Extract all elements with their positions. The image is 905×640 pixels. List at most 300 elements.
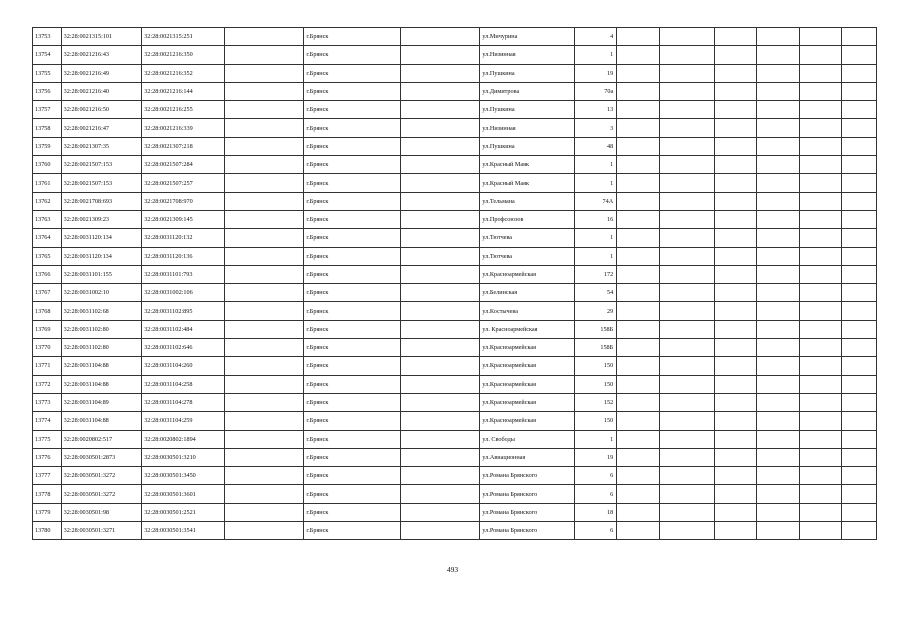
table-cell xyxy=(757,82,799,100)
table-cell xyxy=(714,320,756,338)
table-cell xyxy=(224,265,304,283)
table-row xyxy=(33,28,877,46)
table-row xyxy=(33,357,877,375)
table-cell: 32:28:0021216:144 xyxy=(142,82,225,100)
table-cell: ул. Свободы xyxy=(480,430,574,448)
table-cell xyxy=(659,357,714,375)
table-cell xyxy=(714,485,756,503)
table-row xyxy=(33,101,877,119)
table-cell xyxy=(799,375,841,393)
table-row xyxy=(33,210,877,228)
table-cell xyxy=(799,137,841,155)
table-cell xyxy=(799,119,841,137)
table-cell xyxy=(400,119,480,137)
table-cell xyxy=(714,101,756,119)
table-cell: г.Брянск xyxy=(304,284,400,302)
table-cell: г.Брянск xyxy=(304,229,400,247)
table-cell xyxy=(400,357,480,375)
table-cell: ул.Белинская xyxy=(480,284,574,302)
table-cell: 13778 xyxy=(33,485,62,503)
table-cell xyxy=(400,210,480,228)
table-cell xyxy=(841,393,876,411)
table-cell: 13775 xyxy=(33,430,62,448)
table-cell: г.Брянск xyxy=(304,174,400,192)
table-cell xyxy=(714,412,756,430)
table-cell xyxy=(841,174,876,192)
table-cell: ул.Красноармейская xyxy=(480,412,574,430)
table-cell: г.Брянск xyxy=(304,265,400,283)
table-cell: 13780 xyxy=(33,522,62,540)
table-cell: г.Брянск xyxy=(304,192,400,210)
table-cell xyxy=(400,375,480,393)
table-row xyxy=(33,503,877,521)
table-cell xyxy=(400,156,480,174)
table-cell: г.Брянск xyxy=(304,46,400,64)
table-cell: 32:28:0031120:136 xyxy=(142,247,225,265)
table-cell xyxy=(659,430,714,448)
table-cell xyxy=(714,357,756,375)
table-cell xyxy=(841,375,876,393)
table-cell xyxy=(714,28,756,46)
table-cell xyxy=(714,265,756,283)
table-cell: 32:28:0021309:23 xyxy=(61,210,142,228)
table-cell: 32:28:0031120:134 xyxy=(61,229,142,247)
table-cell xyxy=(617,375,659,393)
table-cell: 32:28:0021216:339 xyxy=(142,119,225,137)
table-cell: г.Брянск xyxy=(304,119,400,137)
table-cell xyxy=(659,412,714,430)
table-cell: 150 xyxy=(574,375,616,393)
table-cell: г.Брянск xyxy=(304,320,400,338)
table-cell xyxy=(841,156,876,174)
table-cell: г.Брянск xyxy=(304,467,400,485)
table-cell xyxy=(400,82,480,100)
table-cell xyxy=(841,265,876,283)
table-cell: 32:28:0021309:145 xyxy=(142,210,225,228)
table-cell: г.Брянск xyxy=(304,339,400,357)
table-cell: 32:28:0031104:258 xyxy=(142,375,225,393)
table-row xyxy=(33,339,877,357)
table-cell xyxy=(400,412,480,430)
table-cell xyxy=(757,210,799,228)
table-cell: 32:28:0031104:89 xyxy=(61,393,142,411)
table-cell xyxy=(757,430,799,448)
table-cell: 13762 xyxy=(33,192,62,210)
table-cell: 29 xyxy=(574,302,616,320)
table-cell: 32:28:0021216:350 xyxy=(142,46,225,64)
table-cell: ул.Красный Маяк xyxy=(480,174,574,192)
table-cell: 32:28:0031002:10 xyxy=(61,284,142,302)
table-cell xyxy=(617,156,659,174)
table-cell: 13773 xyxy=(33,393,62,411)
table-cell xyxy=(757,522,799,540)
table-cell: ул.Романа Брянского xyxy=(480,503,574,521)
table-cell xyxy=(714,229,756,247)
table-cell: 32:28:0030501:3601 xyxy=(142,485,225,503)
table-cell: 13777 xyxy=(33,467,62,485)
table-row xyxy=(33,119,877,137)
table-cell xyxy=(799,430,841,448)
table-cell: 32:28:0031102:895 xyxy=(142,302,225,320)
table-cell xyxy=(714,430,756,448)
table-cell xyxy=(714,522,756,540)
table-cell xyxy=(659,137,714,155)
table-cell xyxy=(714,46,756,64)
table-cell: 32:28:0021507:284 xyxy=(142,156,225,174)
table-cell xyxy=(224,448,304,466)
table-cell xyxy=(659,46,714,64)
table-cell xyxy=(714,375,756,393)
table-row xyxy=(33,82,877,100)
table-cell xyxy=(659,265,714,283)
table-cell xyxy=(841,357,876,375)
table-cell xyxy=(841,320,876,338)
table-cell xyxy=(659,82,714,100)
table-cell xyxy=(714,284,756,302)
table-cell xyxy=(757,485,799,503)
table-cell xyxy=(757,156,799,174)
table-cell xyxy=(400,467,480,485)
table-cell xyxy=(617,64,659,82)
table-cell xyxy=(659,485,714,503)
table-cell xyxy=(757,302,799,320)
table-cell xyxy=(799,46,841,64)
table-cell xyxy=(757,119,799,137)
table-cell xyxy=(400,101,480,119)
table-cell xyxy=(714,137,756,155)
table-cell xyxy=(757,393,799,411)
table-cell xyxy=(617,320,659,338)
table-cell: ул.Романа Брянского xyxy=(480,467,574,485)
table-cell xyxy=(757,247,799,265)
table-cell: г.Брянск xyxy=(304,412,400,430)
table-cell xyxy=(841,485,876,503)
table-cell xyxy=(799,412,841,430)
table-cell xyxy=(224,430,304,448)
table-cell xyxy=(841,448,876,466)
table-cell: 152 xyxy=(574,393,616,411)
table-cell xyxy=(714,339,756,357)
table-cell: г.Брянск xyxy=(304,375,400,393)
table-cell xyxy=(799,28,841,46)
table-cell: ул.Тютчева xyxy=(480,247,574,265)
table-cell: г.Брянск xyxy=(304,485,400,503)
table-cell xyxy=(617,412,659,430)
table-cell xyxy=(617,210,659,228)
table-cell: 13759 xyxy=(33,137,62,155)
table-cell xyxy=(714,302,756,320)
table-cell xyxy=(841,412,876,430)
table-cell xyxy=(224,393,304,411)
table-cell xyxy=(757,174,799,192)
table-cell xyxy=(617,503,659,521)
table-cell xyxy=(659,302,714,320)
table-cell: ул.Романа Брянского xyxy=(480,485,574,503)
table-cell: 32:28:0031120:134 xyxy=(61,247,142,265)
table-cell: 32:28:0031102:80 xyxy=(61,320,142,338)
table-cell xyxy=(224,485,304,503)
page-number: 493 xyxy=(446,565,459,574)
table-cell: 1 xyxy=(574,229,616,247)
table-cell xyxy=(617,430,659,448)
table-cell xyxy=(400,28,480,46)
table-cell: 32:28:0030501:3541 xyxy=(142,522,225,540)
table-cell: 158Б xyxy=(574,339,616,357)
table-row xyxy=(33,448,877,466)
table-cell: 32:28:0021216:47 xyxy=(61,119,142,137)
table-cell: 13755 xyxy=(33,64,62,82)
table-cell xyxy=(799,156,841,174)
table-cell: 32:28:0031104:88 xyxy=(61,412,142,430)
table-row xyxy=(33,247,877,265)
table-cell: 19 xyxy=(574,448,616,466)
table-cell: ул.Красный Маяк xyxy=(480,156,574,174)
table-cell xyxy=(400,430,480,448)
table-cell xyxy=(757,192,799,210)
table-cell: 32:28:0021507:153 xyxy=(61,174,142,192)
table-cell xyxy=(617,485,659,503)
table-cell xyxy=(224,46,304,64)
table-cell xyxy=(400,302,480,320)
table-cell xyxy=(659,119,714,137)
table-cell: г.Брянск xyxy=(304,101,400,119)
table-cell xyxy=(659,503,714,521)
table-cell xyxy=(400,503,480,521)
table-cell xyxy=(659,339,714,357)
table-cell xyxy=(617,247,659,265)
table-cell: ул.Низинная xyxy=(480,119,574,137)
table-row xyxy=(33,412,877,430)
table-cell xyxy=(617,522,659,540)
table-cell: 32:28:0031102:484 xyxy=(142,320,225,338)
table-cell: 13757 xyxy=(33,101,62,119)
table-cell xyxy=(400,64,480,82)
table-cell: 32:28:0030501:2873 xyxy=(61,448,142,466)
table-cell: 54 xyxy=(574,284,616,302)
table-cell xyxy=(714,210,756,228)
table-cell xyxy=(841,503,876,521)
table-cell: 32:28:0031101:155 xyxy=(61,265,142,283)
table-cell xyxy=(714,82,756,100)
table-cell: 32:28:0031104:259 xyxy=(142,412,225,430)
table-cell xyxy=(757,101,799,119)
table-cell xyxy=(799,467,841,485)
table-cell xyxy=(617,265,659,283)
table-cell xyxy=(617,357,659,375)
table-cell: 32:28:0031104:88 xyxy=(61,357,142,375)
table-cell: 13763 xyxy=(33,210,62,228)
table-cell xyxy=(224,229,304,247)
table-cell: 32:28:0030501:3272 xyxy=(61,485,142,503)
table-cell xyxy=(757,503,799,521)
table-cell xyxy=(617,393,659,411)
table-cell xyxy=(659,101,714,119)
table-cell: г.Брянск xyxy=(304,64,400,82)
table-cell xyxy=(714,192,756,210)
table-cell xyxy=(617,467,659,485)
table-cell xyxy=(757,320,799,338)
table-cell: ул.Красноармейская xyxy=(480,375,574,393)
table-cell xyxy=(617,339,659,357)
table-cell: 6 xyxy=(574,485,616,503)
table-cell xyxy=(400,229,480,247)
table-cell xyxy=(841,46,876,64)
table-cell xyxy=(799,393,841,411)
table-cell xyxy=(659,28,714,46)
table-cell xyxy=(841,522,876,540)
table-cell xyxy=(617,82,659,100)
table-cell xyxy=(841,229,876,247)
table-cell xyxy=(714,64,756,82)
table-cell xyxy=(799,82,841,100)
table-cell: 13776 xyxy=(33,448,62,466)
table-cell: ул.Красноармейская xyxy=(480,265,574,283)
table-cell xyxy=(617,284,659,302)
table-cell: 32:28:0031120:132 xyxy=(142,229,225,247)
table-cell xyxy=(659,156,714,174)
table-cell: 158Б xyxy=(574,320,616,338)
table-cell xyxy=(659,192,714,210)
table-cell xyxy=(224,247,304,265)
table-cell: 32:28:0020802:1894 xyxy=(142,430,225,448)
table-cell: г.Брянск xyxy=(304,302,400,320)
table-cell xyxy=(841,192,876,210)
table-cell: 1 xyxy=(574,174,616,192)
table-cell xyxy=(659,247,714,265)
table-cell: г.Брянск xyxy=(304,137,400,155)
table-row xyxy=(33,156,877,174)
table-cell xyxy=(224,119,304,137)
table-cell: ул.Пушкина xyxy=(480,101,574,119)
table-cell: г.Брянск xyxy=(304,357,400,375)
table-row xyxy=(33,302,877,320)
table-cell: г.Брянск xyxy=(304,82,400,100)
table-cell: г.Брянск xyxy=(304,156,400,174)
table-cell: 32:28:0021307:35 xyxy=(61,137,142,155)
table-cell: 13767 xyxy=(33,284,62,302)
table-cell xyxy=(757,28,799,46)
table-cell: 32:28:0030501:3272 xyxy=(61,467,142,485)
table-row xyxy=(33,393,877,411)
table-cell xyxy=(799,503,841,521)
table-cell xyxy=(799,302,841,320)
table-cell: 32:28:0031102:646 xyxy=(142,339,225,357)
table-cell: г.Брянск xyxy=(304,448,400,466)
table-cell xyxy=(224,339,304,357)
table-cell xyxy=(841,101,876,119)
table-cell xyxy=(617,46,659,64)
table-cell: 13771 xyxy=(33,357,62,375)
table-cell: ул.Низинная xyxy=(480,46,574,64)
table-cell xyxy=(757,137,799,155)
table-cell xyxy=(659,467,714,485)
table-cell: 32:28:0031002:106 xyxy=(142,284,225,302)
table-cell xyxy=(224,82,304,100)
table-cell: 1 xyxy=(574,156,616,174)
table-cell xyxy=(841,119,876,137)
table-cell: 32:28:0030501:3450 xyxy=(142,467,225,485)
table-cell: 19 xyxy=(574,64,616,82)
table-cell xyxy=(659,522,714,540)
table-cell: 32:28:0021315:101 xyxy=(61,28,142,46)
table-cell: ул.Красноармейская xyxy=(480,339,574,357)
table-cell: ул.Романа Брянского xyxy=(480,522,574,540)
table-cell xyxy=(714,467,756,485)
table-cell xyxy=(757,448,799,466)
table-cell: 32:28:0021216:50 xyxy=(61,101,142,119)
table-cell xyxy=(224,503,304,521)
table-cell xyxy=(799,284,841,302)
table-cell xyxy=(714,247,756,265)
table-cell: 6 xyxy=(574,467,616,485)
table-cell: 48 xyxy=(574,137,616,155)
table-cell: ул.Профсоюзов xyxy=(480,210,574,228)
table-cell: 32:28:0031102:68 xyxy=(61,302,142,320)
table-cell: 3 xyxy=(574,119,616,137)
table-cell xyxy=(757,46,799,64)
table-cell: 32:28:0030501:98 xyxy=(61,503,142,521)
table-cell xyxy=(224,320,304,338)
table-cell xyxy=(799,64,841,82)
table-cell: 32:28:0030501:3271 xyxy=(61,522,142,540)
table-cell xyxy=(841,64,876,82)
table-cell xyxy=(617,229,659,247)
table-cell: ул.Красноармейская xyxy=(480,357,574,375)
table-cell xyxy=(224,28,304,46)
table-row xyxy=(33,320,877,338)
table-cell xyxy=(400,485,480,503)
table-cell xyxy=(714,119,756,137)
table-cell: г.Брянск xyxy=(304,503,400,521)
table-cell: 32:28:0031104:260 xyxy=(142,357,225,375)
table-cell xyxy=(224,412,304,430)
table-cell xyxy=(224,156,304,174)
table-row xyxy=(33,64,877,82)
table-cell xyxy=(799,101,841,119)
table-cell xyxy=(224,192,304,210)
table-cell xyxy=(714,448,756,466)
registry-table xyxy=(32,27,877,540)
table-cell xyxy=(400,174,480,192)
table-cell: 32:28:0021216:352 xyxy=(142,64,225,82)
table-cell: 32:28:0021708:693 xyxy=(61,192,142,210)
table-cell xyxy=(757,467,799,485)
table-cell xyxy=(400,448,480,466)
table-cell: 32:28:0021315:251 xyxy=(142,28,225,46)
table-cell xyxy=(757,375,799,393)
table-cell xyxy=(224,64,304,82)
table-cell: 13760 xyxy=(33,156,62,174)
table-cell xyxy=(841,467,876,485)
table-cell: 13770 xyxy=(33,339,62,357)
table-cell xyxy=(841,82,876,100)
table-cell xyxy=(659,284,714,302)
table-cell xyxy=(400,265,480,283)
table-cell xyxy=(841,28,876,46)
table-cell: 13 xyxy=(574,101,616,119)
table-cell: ул.Красноармейская xyxy=(480,393,574,411)
table-cell xyxy=(841,430,876,448)
table-cell xyxy=(224,284,304,302)
table-cell xyxy=(757,284,799,302)
table-cell: ул.Тельмана xyxy=(480,192,574,210)
table-row xyxy=(33,284,877,302)
table-cell: 32:28:0030501:3210 xyxy=(142,448,225,466)
table-cell xyxy=(757,229,799,247)
table-row xyxy=(33,174,877,192)
table-cell: ул.Пушкина xyxy=(480,137,574,155)
table-cell: 74А xyxy=(574,192,616,210)
